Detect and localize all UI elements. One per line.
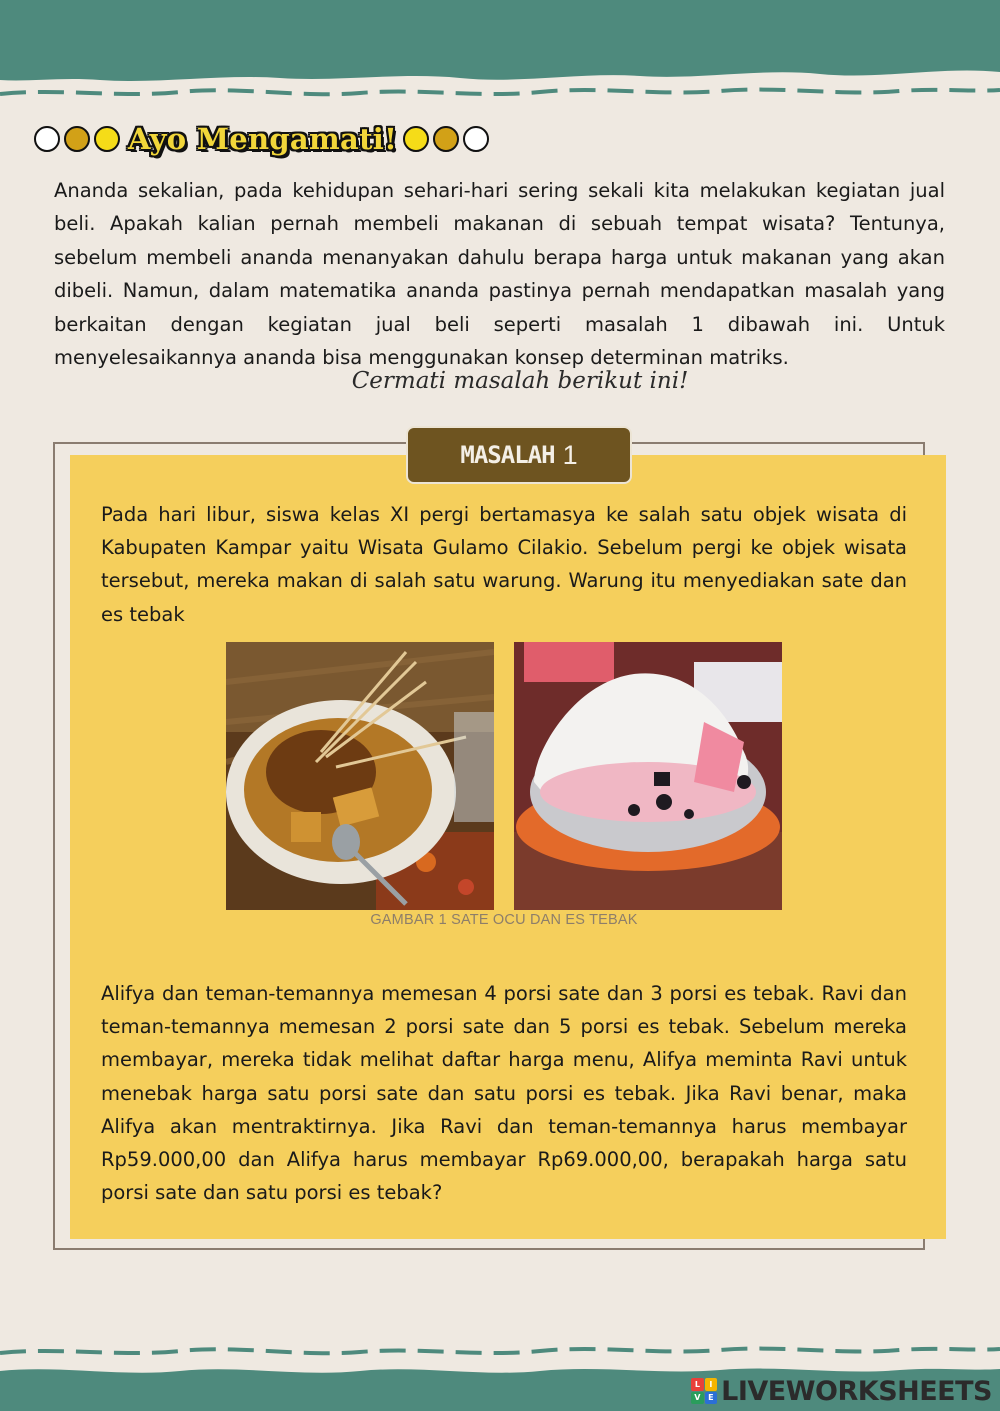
heading-dot-icon [34, 126, 60, 152]
intro-paragraph: Ananda sekalian, pada kehidupan sehari-hari sering sekali kita melakukan kegiatan jual beli. Apakah kalian pernah membeli makanan di sebuah tempat wisata? Tentunya, sebelum membeli ananda menanyakan dahulu berapa harga untuk makanan yang akan dibeli. Namun, dalam matematika ananda pastinya pernah mendapatkan masalah yang berkaitan dengan kegiatan jual beli seperti masalah 1 dibawah ini. Untuk menyelesaikannya ananda bisa menggunakan konsep determinan matriks. [54, 179, 945, 370]
problem-paragraph-1: Pada hari libur, siswa kelas XI pergi bertamasya ke salah satu objek wisata di Kabupaten Kampar yaitu Wisata Gulamo Cilakio. Sebelum pergi ke objek wisata tersebut, mereka makan di salah satu warung. Warung itu menyediakan sate dan es tebak [101, 503, 907, 626]
heading-dot-icon [433, 126, 459, 152]
watermark-text: LIVEWORKSHEETS [721, 1375, 992, 1407]
masalah-number: 1 [562, 439, 578, 470]
liveworksheets-watermark [691, 1374, 992, 1408]
heading-dot-icon [64, 126, 90, 152]
sate-photo [226, 642, 494, 910]
heading-dot-icon [463, 126, 489, 152]
liveworksheets-logo-icon: L I V E [691, 1378, 717, 1404]
top-wave-band [0, 0, 1000, 110]
heading-title: Ayo Mengamati! [128, 122, 398, 156]
masalah-tab [406, 426, 632, 484]
masalah-label: MASALAH [460, 441, 555, 469]
section-heading [34, 118, 493, 160]
es-tebak-photo [514, 642, 782, 910]
instruction-text: Cermati masalah berikut ini! [351, 368, 689, 394]
heading-dot-icon [94, 126, 120, 152]
problem-paragraph-2: Alifya dan teman-temannya memesan 4 porsi sate dan 3 porsi es tebak. Ravi dan teman-temannya memesan 2 porsi sate dan 5 porsi es tebak. Sebelum mereka membayar, mereka tidak melihat daftar harga menu, Alifya meminta Ravi untuk menebak harga satu porsi sate dan satu porsi es tebak. Jika Ravi benar, maka Alifya akan mentraktirnya. Jika Ravi dan teman-temannya harus membayar Rp59.000,00 dan Alifya harus membayar Rp69.000,00, berapakah harga satu porsi sate dan satu porsi es tebak? [101, 982, 907, 1205]
heading-dot-icon [403, 126, 429, 152]
figure-caption: GAMBAR 1 SATE OCU DAN ES TEBAK [370, 912, 638, 928]
